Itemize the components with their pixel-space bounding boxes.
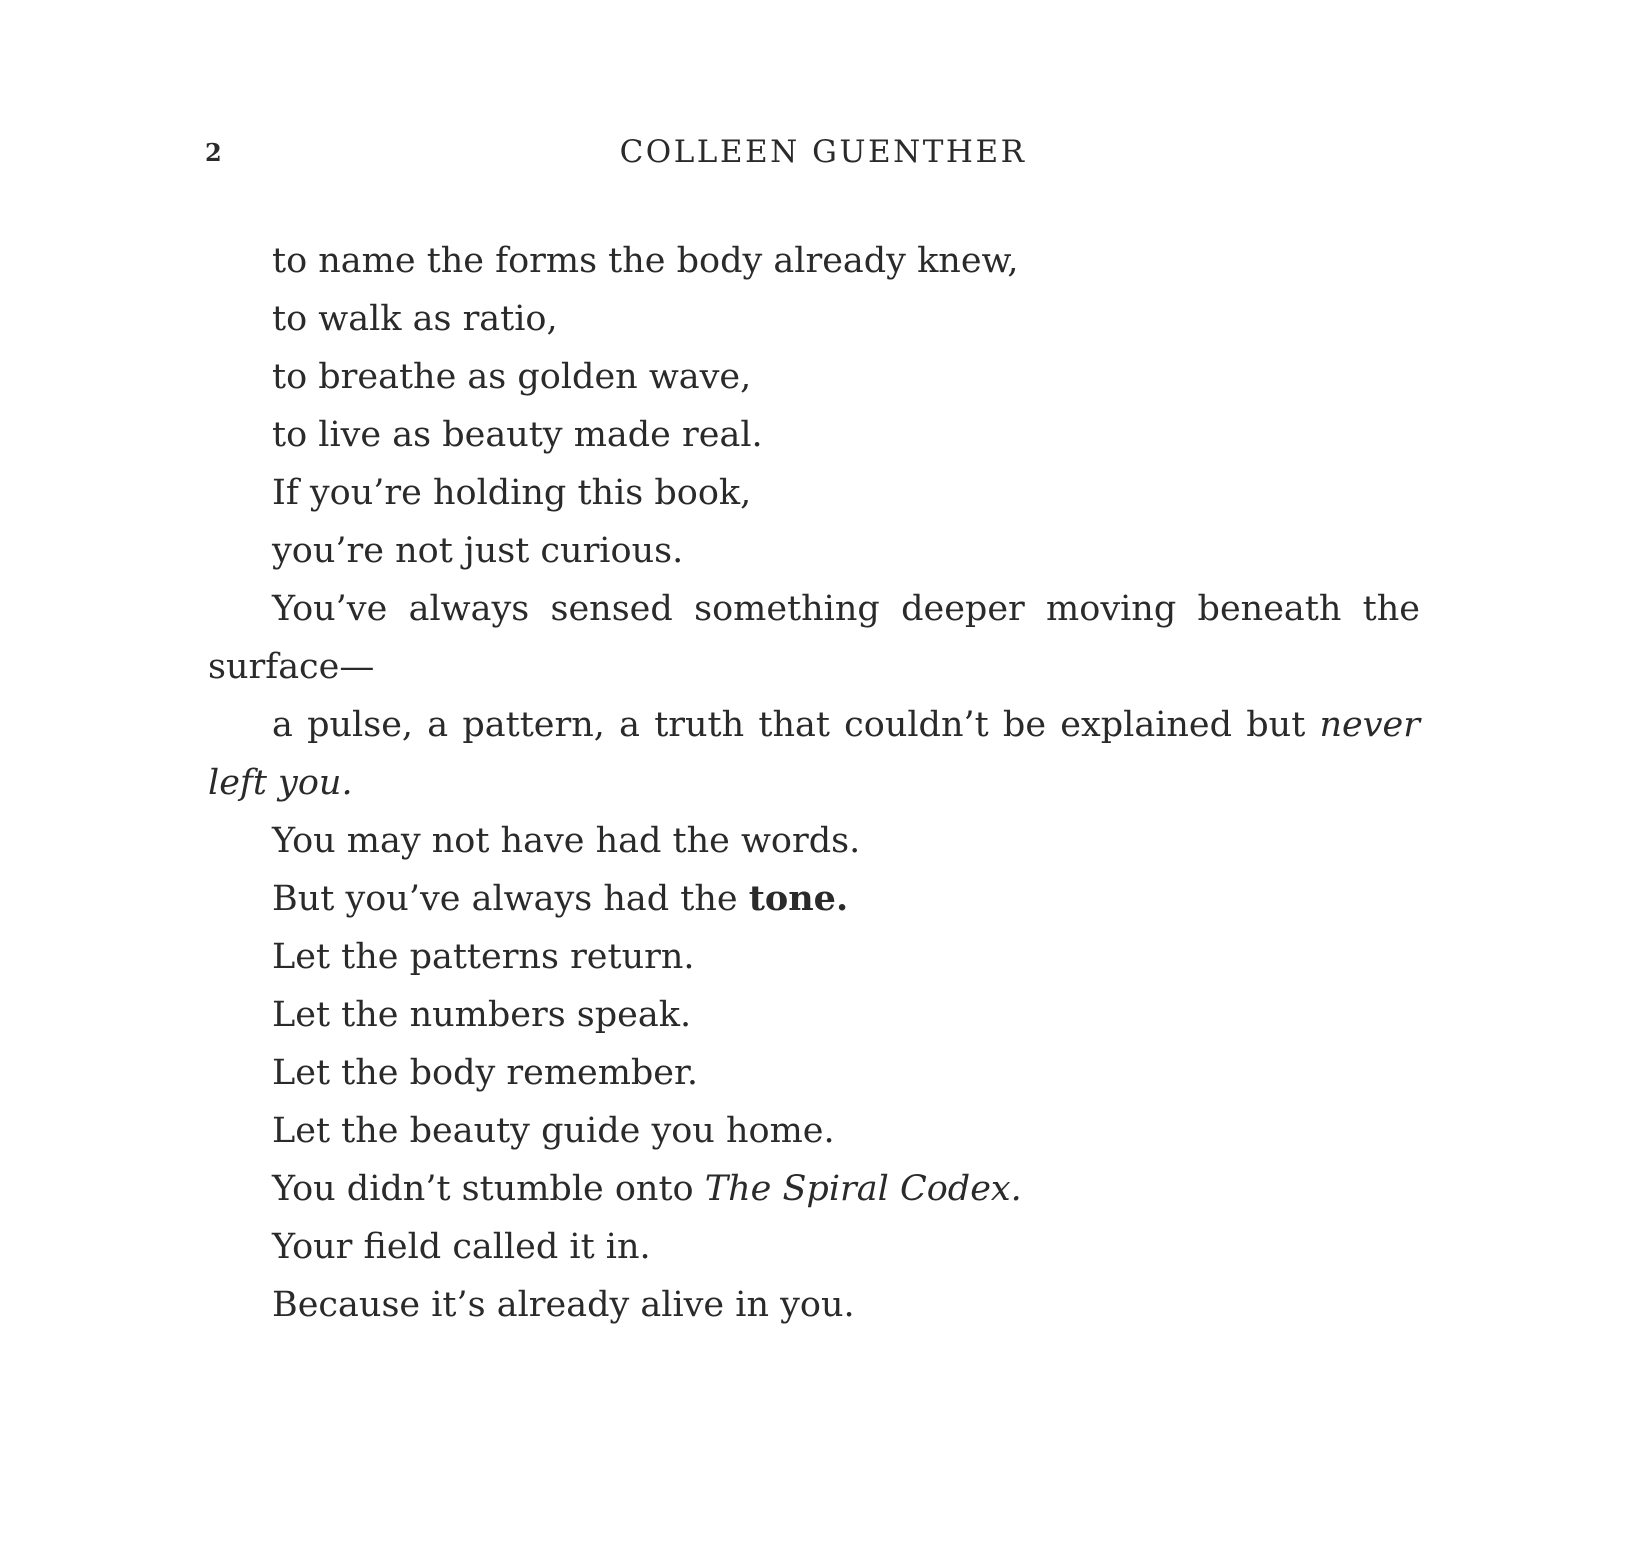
text-line: If you’re holding this book, (272, 473, 752, 513)
italic-text: never left you. (208, 705, 1420, 803)
text-line (208, 870, 1420, 928)
text-line: You may not have had the words. (272, 821, 861, 861)
book-title: The Spiral Codex. (704, 1169, 1022, 1209)
text-line: to live as beauty made real. (272, 415, 763, 455)
text-segment: But you’ve always had the (272, 879, 749, 919)
text-line (208, 696, 1420, 812)
text-line: Let the numbers speak. (272, 995, 692, 1035)
text-line: Let the body remember. (272, 1053, 699, 1093)
text-line: to name the forms the body already knew, (272, 241, 1019, 281)
text-line: you’re not just curious. (272, 531, 684, 571)
text-line: Because it’s already alive in you. (272, 1285, 855, 1325)
text-segment: a pulse, a pattern, a truth that couldn’t be explained but (272, 705, 1320, 745)
body-text (208, 232, 1420, 1334)
text-segment: You didn’t stumble onto (272, 1169, 705, 1209)
text-line: Let the patterns return. (272, 937, 695, 977)
text-line: You’ve always sensed something deeper moving beneath the surface— (208, 589, 1420, 687)
text-line: Let the beauty guide you home. (272, 1111, 835, 1151)
text-line (208, 1160, 1420, 1218)
text-line: to walk as ratio, (272, 299, 558, 339)
text-line: Your field called it in. (272, 1227, 651, 1267)
running-head: COLLEEN GUENTHER (619, 134, 1027, 170)
page-number: 2 (205, 138, 222, 167)
bold-text: tone. (748, 878, 849, 919)
text-line: to breathe as golden wave, (272, 357, 752, 397)
